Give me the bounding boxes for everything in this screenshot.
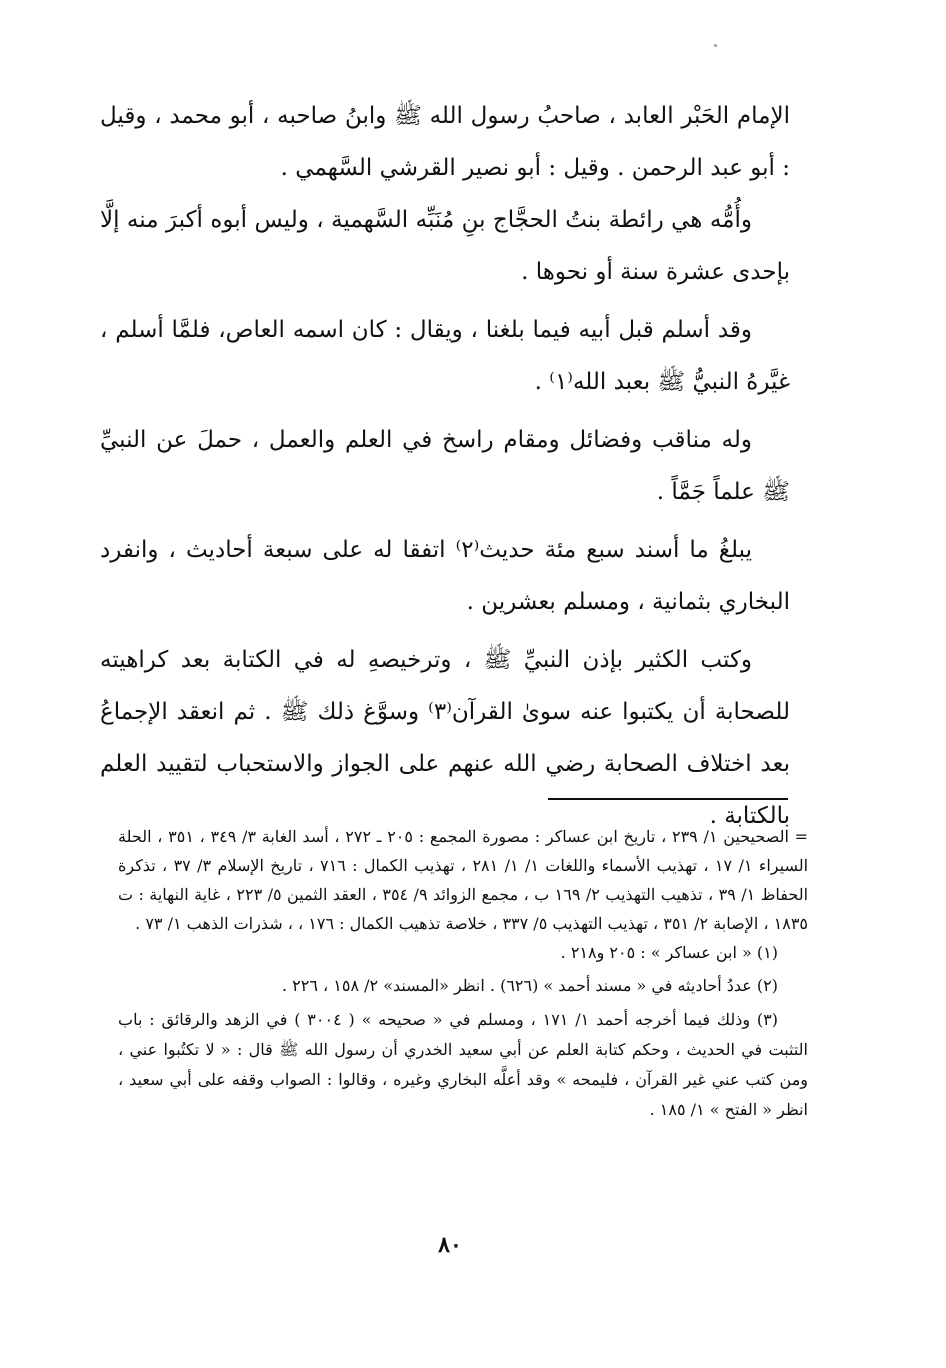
paragraph-hadith-count: يبلغُ ما أسند سبع مئة حديث⁽٢⁾ اتفقا له على سبعة أحاديث ، وانفرد البخاري بثمانية ، ومسلم بعشرين . bbox=[100, 537, 790, 615]
scan-speck bbox=[714, 44, 717, 47]
page-number: ٨٠ bbox=[438, 1232, 462, 1258]
footnote-divider bbox=[548, 798, 788, 800]
footnotes bbox=[118, 822, 808, 1125]
paragraph-writing: وكتب الكثير بإذن النبيِّ ﷺ ، وترخيصهِ له في الكتابة بعد كراهيته للصحابة أن يكتبوا عنه سوىٰ القرآن⁽٣⁾ وسوَّغ ذلك ﷺ . ثم انعقد الإجماعُ بعد اختلاف الصحابة رضي الله عنهم على الجواز والاستحباب لتقييد العلم بالكتابة . bbox=[100, 647, 790, 829]
footnote-1: (١) « ابن عساكر » : ٢٠٥ و٢١٨ . bbox=[560, 943, 778, 962]
footnote-2: (٢) عددُ أحاديثه في « مسند أحمد » (٦٢٦) . انظر «المسند» ٢/ ١٥٨ ، ٢٢٦ . bbox=[281, 976, 778, 995]
paragraph-virtues: وله مناقب وفضائل ومقام راسخ في العلم والعمل ، حملَ عن النبيِّ ﷺ علماً جَمَّاً . bbox=[100, 427, 790, 505]
paragraph-mother: وأُمُّه هي رائطة بنتُ الحجَّاج بنِ مُنَبِّه السَّهمية ، وليس أبوه أكبرَ منه إلَّا بإحدى عشرة سنة أو نحوها . bbox=[100, 207, 790, 285]
main-text bbox=[100, 90, 790, 842]
paragraph-intro: الإمام الحَبْر العابد ، صاحبُ رسول الله ﷺ وابنُ صاحبه ، أبو محمد ، وقيل : أبو عبد الرحمن . وقيل : أبو نصير القرشي السَّهمي . bbox=[100, 103, 790, 181]
footnote-3: (٣) وذلك فيما أخرجه أحمد ١/ ١٧١ ، ومسلم في « صحيحه » ( ٣٠٠٤ ) في الزهد والرقائق : باب التثبت في الحديث ، وحكم كتابة العلم عن أبي سعيد الخدري أن رسول الله ﷺ قال : « لا تكتُبوا عني ، ومن كتب عني غير القرآن ، فليمحه » وقد أعلَّه البخاري وغيره ، وقالوا : الصواب وقفه على أبي سعيد ، انظر « الفتح » ١/ ١٨٥ . bbox=[118, 1010, 808, 1119]
paragraph-conversion: وقد أسلم قبل أبيه فيما بلغنا ، ويقال : كان اسمه العاص، فلمَّا أسلم ، غيَّرهُ النبيُّ ﷺ بعبد الله⁽١⁾ . bbox=[100, 317, 790, 395]
footnote-continuation: = الصحيحين ١/ ٢٣٩ ، تاريخ ابن عساكر : مصورة المجمع : ٢٠٥ ـ ٢٧٢ ، أسد الغابة ٣/ ٣٤٩ ، ٣٥١ ، الحلة السيراء ١/ ١٧ ، تهذيب الأسماء واللغات ١/ ١/ ٢٨١ ، تهذيب الكمال : ٧١٦ ، تاريخ الإسلام ٣/ ٣٧ ، تذكرة الحفاظ ١/ ٣٩ ، تذهيب التهذيب ٢/ ١٦٩ ب ، مجمع الزوائد ٩/ ٣٥٤ ، العقد الثمين ٥/ ٢٢٣ ، غاية النهاية : ت ١٨٣٥ ، الإصابة ٢/ ٣٥١ ، تهذيب التهذيب ٥/ ٣٣٧ ، خلاصة تذهيب الكمال : ١٧٦ ، ، شذرات الذهب ١/ ٧٣ . bbox=[118, 827, 809, 933]
